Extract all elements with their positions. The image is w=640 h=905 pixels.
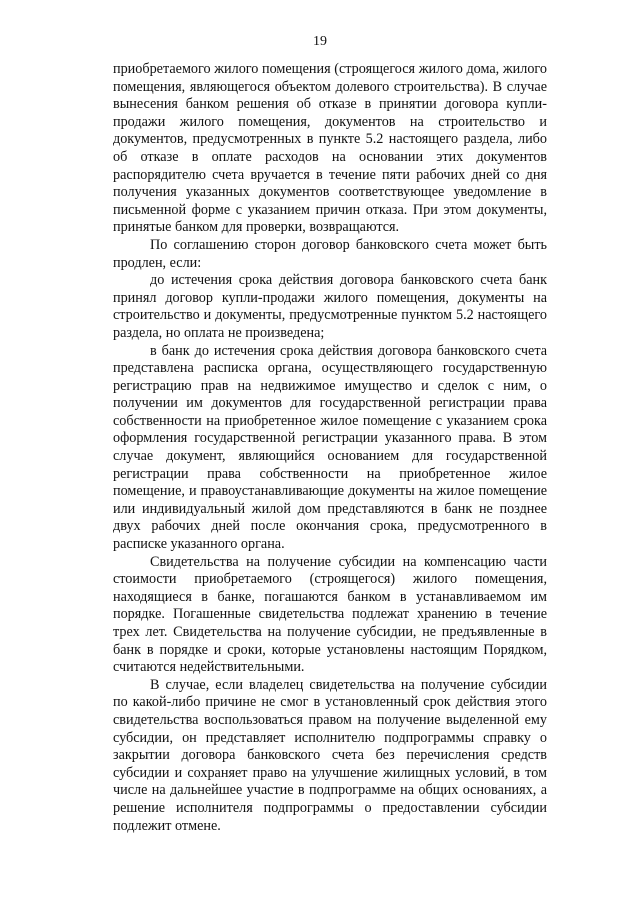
paragraph-certificates-cancellation: Свидетельства на получение субсидии на компенсацию части стоимости приобретаемого (строящегося) жилого помещения, находящиеся в банке, погашаются банком в устанавливаемом им порядке. Погашенные свидетельства подлежат хранению в течение трех лет. Свидетельства на получение субсидии, не предъявленные в банк в порядке и сроки, которые установлены настоящим Порядком, считаются недействительными. bbox=[113, 553, 547, 676]
paragraph-condition-receipt: в банк до истечения срока действия договора банковского счета представлена расписка органа, осуществляющего государственную регистрацию прав на недвижимое имущество и сделок с ним, о получении им документов для государственной регистрации права собственности на приобретенное жилое помещение с указанием срока оформления государственной регистрации указанного права. В этом случае документ, являющийся основанием для государственной регистрации права собственности на приобретенное жилое помещение, и правоустанавливающие документы на жилое помещение или индивидуальный жилой дом представляются в банк не позднее двух рабочих дней после окончания срока, предусмотренного в расписке указанного органа. bbox=[113, 342, 547, 553]
document-body bbox=[113, 61, 547, 835]
paragraph-owner-case: В случае, если владелец свидетельства на получение субсидии по какой-либо причине не смог в установленный срок действия этого свидетельства воспользоваться правом на получение выделенной ему субсидии, он представляет исполнителю подпрограммы справку о закрытии договора банковского счета без перечисления средств субсидии и сохраняет право на улучшение жилищных условий, в том числе на дальнейшее участие в подпрограмме на общих основаниях, а решение исполнителя подпрограммы о предоставлении субсидии подлежит отмене. bbox=[113, 676, 547, 834]
paragraph-condition-contract: до истечения срока действия договора банковского счета банк принял договор купли-продажи жилого помещения, документы на строительство и документы, предусмотренные пунктом 5.2 настоящего раздела, но оплата не произведена; bbox=[113, 272, 547, 341]
paragraph-continuation: приобретаемого жилого помещения (строящегося жилого дома, жилого помещения, являющегося объектом долевого строительства). В случае вынесения банком решения об отказе в принятии договора купли-продажи жилого помещения, документов на строительство и документов, предусмотренных в пункте 5.2 настоящего раздела, либо об отказе в оплате расходов на основании этих документов распорядителю счета вручается в течение пяти рабочих дней со дня получения указанных документов соответствующее уведомление в письменной форме с указанием причин отказа. При этом документы, принятые банком для проверки, возвращаются. bbox=[113, 61, 547, 236]
page-number: 19 bbox=[313, 34, 327, 49]
paragraph-extension-conditions: По соглашению сторон договор банковского счета может быть продлен, если: bbox=[113, 236, 547, 271]
